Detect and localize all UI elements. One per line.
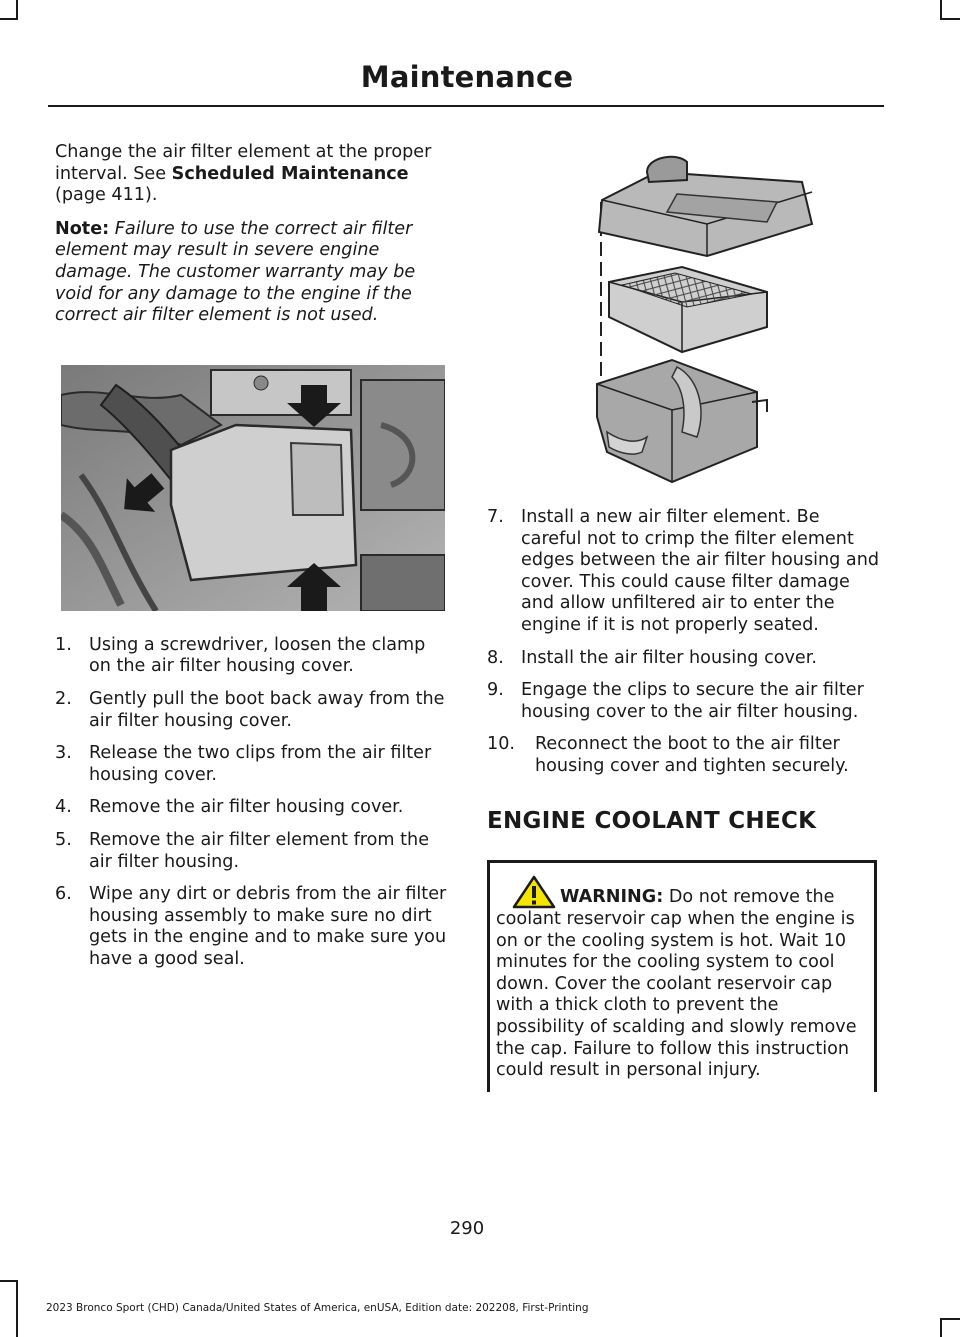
list-item [487,507,880,637]
step-number: 8. [487,647,504,668]
step-text: Install the air filter housing cover. [521,647,817,668]
header-divider [48,105,884,107]
intro-text: Change the air filter element at the proper interval. See [55,142,432,184]
step-number: 5. [55,829,72,850]
list-item [55,830,450,873]
step-text: Using a screwdriver, loosen the clamp on the air filter housing cover. [89,634,426,677]
step-number: 7. [487,507,504,527]
step-number: 9. [487,680,504,701]
step-text: Reconnect the boot to the air filter housing cover and tighten securely. [535,734,849,776]
step-number: 10. [487,734,515,755]
step-number: 3. [55,743,72,764]
step-text: Install a new air filter element. Be careful not to crimp the filter element edges between the air filter housing and cover. This could cause filter damage and allow unfiltered air to enter the engine if it is not properly seated. [521,507,880,635]
section-heading: ENGINE COOLANT CHECK [487,807,817,834]
list-item [487,648,880,670]
list-item [55,797,450,819]
list-item [55,884,450,970]
crop-mark [0,18,18,20]
warning-box [487,860,877,1092]
warning-text: Do not remove the coolant reservoir cap when the engine is on or the cooling system is hot. Wait 10 minutes for the cooling system to cool down. Cover the coolant reservoir cap with a thick cloth to prevent the possibility of scalding and slowly remove the cap. Failure to follow this instruction could result in personal injury. [496,887,857,1081]
list-item [55,689,450,732]
list-item [55,635,450,678]
list-item [55,743,450,786]
right-column [487,142,880,834]
crop-mark [940,1318,960,1320]
crop-mark [940,0,942,18]
step-text: Remove the air filter element from the air filter housing. [89,829,430,872]
scheduled-maintenance-link[interactable]: Scheduled Maintenance [171,163,409,184]
warning-triangle-icon [512,875,556,909]
crop-mark [16,0,18,18]
warning-label: WARNING: [560,887,664,907]
crop-mark [16,1280,18,1337]
step-text: Wipe any dirt or debris from the air filter housing assembly to make sure no dirt gets in the engine and to make sure you have a good seal. [89,884,447,969]
step-number: 4. [55,797,72,818]
warning-paragraph [496,875,868,1082]
steps-list-left [55,635,450,971]
intro-page-ref: (page 411). [55,185,158,206]
note-text: Failure to use the correct air filter element may result in severe engine damage. The customer warranty may be void for any damage to the engine if the correct air filter element is not used. [55,218,416,326]
crop-mark [0,1280,18,1282]
note-label: Note: [55,218,110,239]
step-text: Remove the air filter housing cover. [89,797,404,818]
step-text: Gently pull the boot back away from the air filter housing cover. [89,688,445,731]
footer-text: 2023 Bronco Sport (CHD) Canada/United States of America, enUSA, Edition date: 202208, First-Printing [46,1302,589,1314]
page-number: 290 [449,1218,485,1239]
engine-bay-illustration [61,365,445,611]
step-number: 2. [55,688,72,709]
intro-paragraph [55,142,450,207]
air-filter-exploded-illustration [587,152,887,487]
crop-mark [940,18,960,20]
step-number: 1. [55,634,72,655]
page-title: Maintenance [360,60,574,94]
left-column [55,142,450,981]
note-paragraph [55,219,450,327]
step-text: Engage the clips to secure the air filter housing cover to the air filter housing. [521,680,864,722]
crop-mark [940,1318,942,1337]
list-item [487,680,880,723]
list-item [487,734,880,777]
step-text: Release the two clips from the air filter housing cover. [89,743,432,785]
step-number: 6. [55,884,72,905]
steps-list-right [487,507,880,778]
